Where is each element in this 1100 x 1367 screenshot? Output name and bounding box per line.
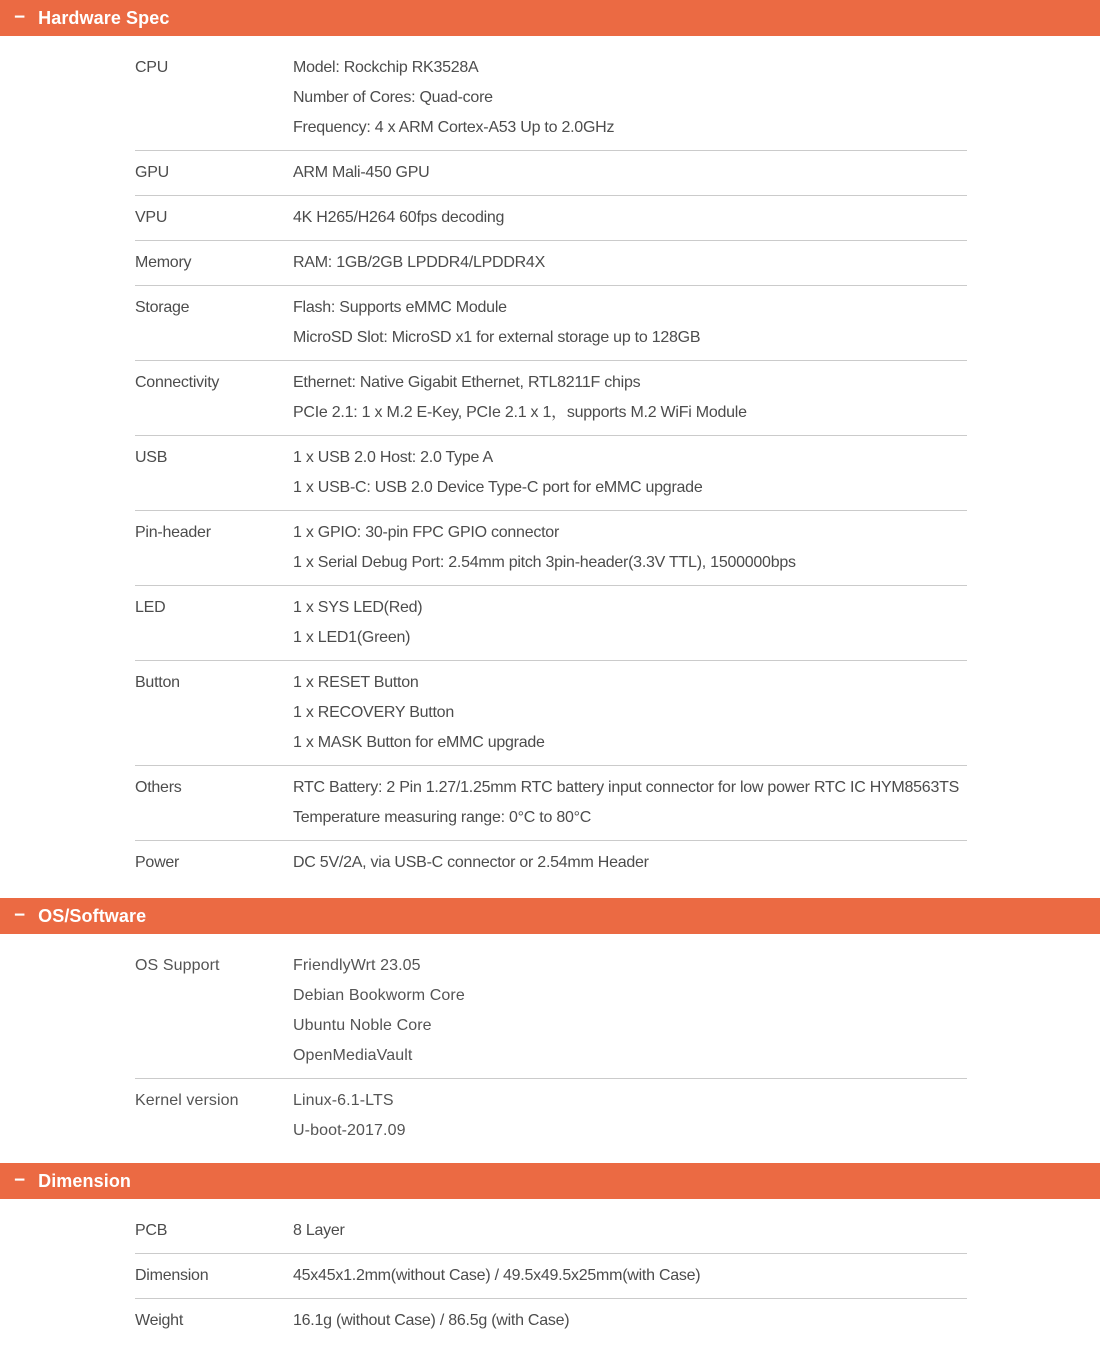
spec-value bbox=[293, 1261, 967, 1291]
spec-value bbox=[293, 203, 967, 233]
spec-row bbox=[135, 1079, 967, 1153]
spec-label: OS Support bbox=[135, 957, 220, 974]
spec-value-line: Temperature measuring range: 0°C to 80°C bbox=[293, 809, 592, 826]
spec-value bbox=[293, 1306, 967, 1336]
spec-value-line: RAM: 1GB/2GB LPDDR4/LPDDR4X bbox=[293, 254, 545, 271]
spec-table-os-software bbox=[135, 934, 967, 1153]
collapse-minus-icon[interactable]: − bbox=[14, 904, 26, 926]
spec-value-line: ARM Mali-450 GPU bbox=[293, 164, 430, 181]
spec-value-line: RTC Battery: 2 Pin 1.27/1.25mm RTC battery input connector for low power RTC IC HYM8563TS bbox=[293, 779, 960, 796]
spec-value-line: 1 x USB-C: USB 2.0 Device Type-C port for eMMC upgrade bbox=[293, 479, 703, 496]
spec-value-line: Frequency: 4 x ARM Cortex-A53 Up to 2.0GHz bbox=[293, 119, 615, 136]
spec-label: Power bbox=[135, 854, 180, 871]
spec-row bbox=[135, 1254, 967, 1299]
spec-row bbox=[135, 361, 967, 436]
spec-row bbox=[135, 586, 967, 661]
spec-label: GPU bbox=[135, 164, 169, 181]
spec-value-line: Debian Bookworm Core bbox=[293, 987, 465, 1004]
spec-label: Kernel version bbox=[135, 1092, 239, 1109]
spec-value-line: U-boot-2017.09 bbox=[293, 1122, 406, 1139]
section-header-hardware-spec[interactable] bbox=[0, 0, 1100, 36]
spec-value-line: Model: Rockchip RK3528A bbox=[293, 59, 479, 76]
spec-label: Button bbox=[135, 674, 180, 691]
spec-value-line: 8 Layer bbox=[293, 1222, 345, 1239]
spec-value-line: 1 x LED1(Green) bbox=[293, 629, 411, 646]
section-title: Hardware Spec bbox=[38, 7, 170, 28]
spec-value bbox=[293, 1216, 967, 1246]
spec-value-line: Linux-6.1-LTS bbox=[293, 1092, 394, 1109]
spec-value-line: PCIe 2.1: 1 x M.2 E-Key, PCIe 2.1 x 1，supports M.2 WiFi Module bbox=[293, 404, 747, 421]
spec-value bbox=[293, 368, 967, 428]
spec-value-line: 16.1g (without Case) / 86.5g (with Case) bbox=[293, 1312, 570, 1329]
section-header-dimension[interactable] bbox=[0, 1163, 1100, 1199]
spec-value-line: MicroSD Slot: MicroSD x1 for external storage up to 128GB bbox=[293, 329, 701, 346]
spec-table-hardware bbox=[135, 36, 967, 885]
spec-row bbox=[135, 944, 967, 1079]
spec-table-dimension bbox=[135, 1199, 967, 1343]
spec-label: PCB bbox=[135, 1222, 168, 1239]
spec-row bbox=[135, 511, 967, 586]
spec-value-line: 45x45x1.2mm(without Case) / 49.5x49.5x25mm(with Case) bbox=[293, 1267, 701, 1284]
spec-label: Storage bbox=[135, 299, 190, 316]
spec-value bbox=[293, 593, 967, 653]
spec-value bbox=[293, 1086, 967, 1146]
spec-value-line: FriendlyWrt 23.05 bbox=[293, 957, 421, 974]
spec-value-line: 1 x USB 2.0 Host: 2.0 Type A bbox=[293, 449, 493, 466]
spec-value bbox=[293, 951, 967, 1071]
spec-value-line: 1 x RECOVERY Button bbox=[293, 704, 454, 721]
spec-value-line: Ubuntu Noble Core bbox=[293, 1017, 432, 1034]
collapse-minus-icon[interactable]: − bbox=[14, 6, 26, 28]
spec-label: Pin-header bbox=[135, 524, 211, 541]
spec-label: VPU bbox=[135, 209, 168, 226]
spec-value-line: 1 x MASK Button for eMMC upgrade bbox=[293, 734, 545, 751]
spec-label: Dimension bbox=[135, 1267, 209, 1284]
spec-row bbox=[135, 1299, 967, 1343]
spec-row bbox=[135, 436, 967, 511]
section-dimension bbox=[0, 1163, 1100, 1343]
spec-row bbox=[135, 46, 967, 151]
spec-row bbox=[135, 1209, 967, 1254]
spec-value-line: Ethernet: Native Gigabit Ethernet, RTL8211F chips bbox=[293, 374, 641, 391]
spec-row bbox=[135, 241, 967, 286]
spec-value bbox=[293, 443, 967, 503]
spec-value bbox=[293, 248, 967, 278]
spec-value bbox=[293, 773, 967, 833]
spec-label: Connectivity bbox=[135, 374, 220, 391]
spec-value-line: OpenMediaVault bbox=[293, 1047, 413, 1064]
spec-value-line: 1 x Serial Debug Port: 2.54mm pitch 3pin-header(3.3V TTL), 1500000bps bbox=[293, 554, 796, 571]
spec-label: USB bbox=[135, 449, 168, 466]
spec-value-line: DC 5V/2A, via USB-C connector or 2.54mm Header bbox=[293, 854, 649, 871]
spec-value-line: 1 x GPIO: 30-pin FPC GPIO connector bbox=[293, 524, 560, 541]
spec-value-line: 4K H265/H264 60fps decoding bbox=[293, 209, 505, 226]
collapse-minus-icon[interactable]: − bbox=[14, 1169, 26, 1191]
spec-label: Weight bbox=[135, 1312, 184, 1329]
spec-label: Memory bbox=[135, 254, 192, 271]
spec-label: Others bbox=[135, 779, 182, 796]
spec-value-line: 1 x RESET Button bbox=[293, 674, 419, 691]
section-header-os-software[interactable] bbox=[0, 898, 1100, 934]
spec-row bbox=[135, 661, 967, 766]
section-title: Dimension bbox=[38, 1170, 132, 1191]
spec-label: LED bbox=[135, 599, 166, 616]
spec-label: CPU bbox=[135, 59, 169, 76]
spec-value bbox=[293, 53, 967, 143]
spec-row bbox=[135, 196, 967, 241]
spec-value bbox=[293, 158, 967, 188]
spec-row bbox=[135, 286, 967, 361]
spec-row bbox=[135, 841, 967, 885]
section-title: OS/Software bbox=[38, 905, 147, 926]
spec-value bbox=[293, 518, 967, 578]
spec-row bbox=[135, 766, 967, 841]
spec-value bbox=[293, 293, 967, 353]
spec-value bbox=[293, 668, 967, 758]
spec-value-line: 1 x SYS LED(Red) bbox=[293, 599, 423, 616]
section-os-software bbox=[0, 898, 1100, 1153]
spec-row bbox=[135, 151, 967, 196]
spec-value-line: Flash: Supports eMMC Module bbox=[293, 299, 507, 316]
spec-value bbox=[293, 848, 967, 878]
spec-value-line: Number of Cores: Quad-core bbox=[293, 89, 493, 106]
